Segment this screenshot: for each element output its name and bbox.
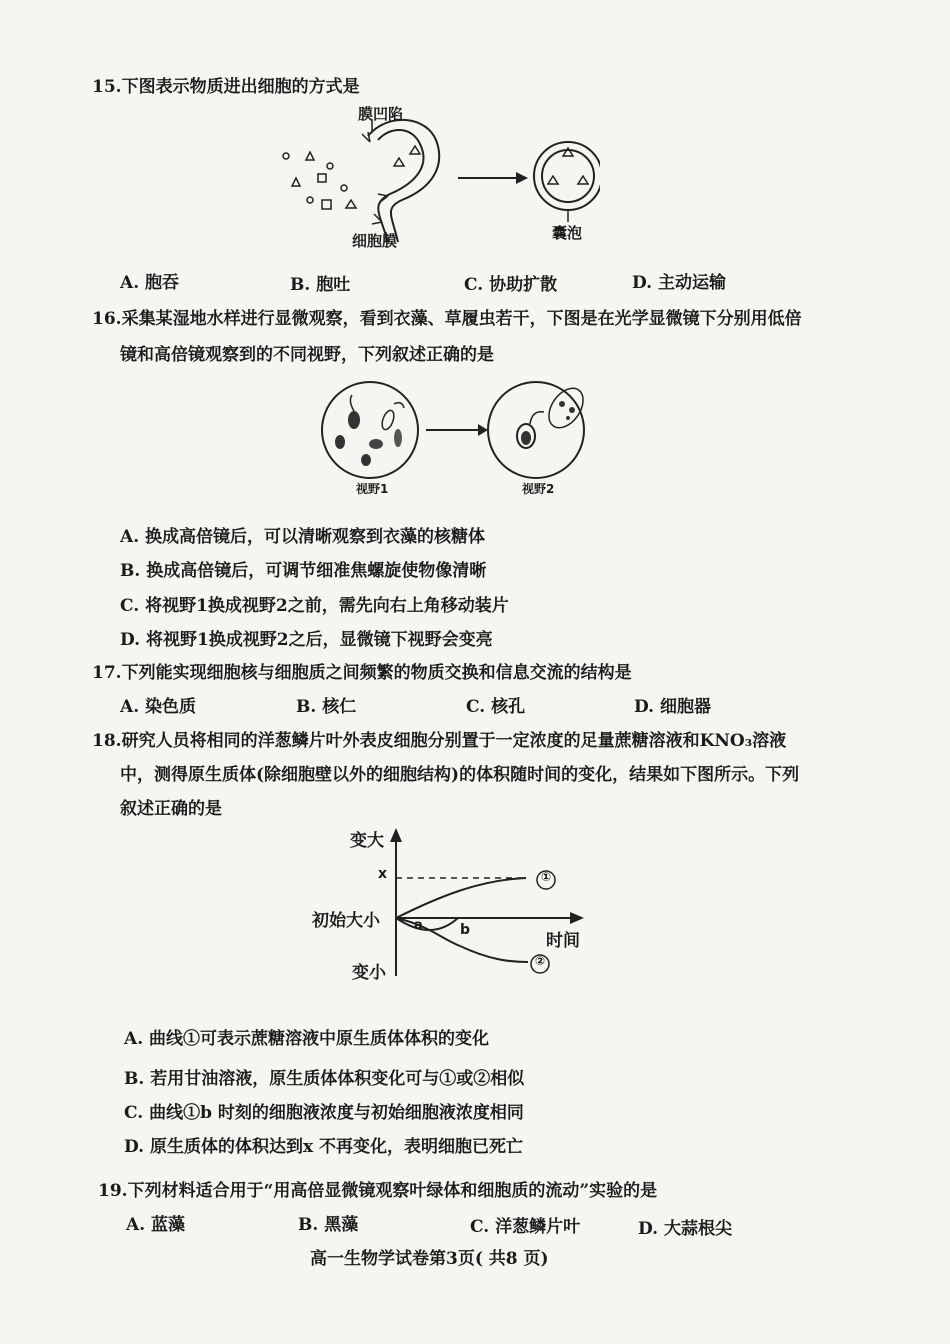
- q18-stem-line1: 18.研究人员将相同的洋葱鳞片叶外表皮细胞分别置于一定浓度的足量蔗糖溶液和KNO₃溶液: [92, 731, 787, 751]
- label-pit: 膜凹陷: [358, 105, 404, 123]
- q19-stem: 19.下列材料适合用于“用高倍显微镜观察叶绿体和细胞质的流动”实验的是: [98, 1181, 658, 1201]
- q16-option-d[interactable]: D. 将视野1换成视野2之后，显微镜下视野会变亮: [120, 630, 493, 650]
- graph-x-label: 时间: [546, 931, 580, 951]
- q18-option-d[interactable]: D. 原生质体的体积达到x 不再变化，表明细胞已死亡: [124, 1137, 524, 1157]
- q19-option-c[interactable]: C. 洋葱鳞片叶: [470, 1217, 581, 1237]
- label-cell-membrane: 细胞膜: [352, 232, 398, 250]
- q18-option-c[interactable]: C. 曲线①b 时刻的细胞液浓度与初始细胞液浓度相同: [124, 1103, 524, 1123]
- q15-option-c[interactable]: C. 协助扩散: [464, 275, 558, 295]
- q19-option-b[interactable]: B. 黑藻: [298, 1215, 359, 1235]
- q16-stem-line1: 16.采集某湿地水样进行显微观察，看到衣藻、草履虫若干，下图是在光学显微镜下分别用低倍: [92, 309, 802, 329]
- label-view2: 视野2: [522, 482, 555, 496]
- q17-option-d[interactable]: D. 细胞器: [634, 697, 711, 717]
- q18-option-b[interactable]: B. 若用甘油溶液，原生质体体积变化可与①或②相似: [124, 1069, 525, 1089]
- q17-option-c[interactable]: C. 核孔: [466, 697, 526, 717]
- q16-option-a[interactable]: A. 换成高倍镜后，可以清晰观察到衣藻的核糖体: [120, 527, 486, 547]
- graph-curve2-label: ②: [535, 954, 546, 968]
- q17-stem: 17.下列能实现细胞核与细胞质之间频繁的物质交换和信息交流的结构是: [92, 663, 632, 683]
- graph-point-a: a: [414, 918, 423, 933]
- q18-option-a[interactable]: A. 曲线①可表示蔗糖溶液中原生质体体积的变化: [124, 1029, 490, 1049]
- q15-option-a[interactable]: A. 胞吞: [120, 273, 180, 293]
- q16-stem-line2: 镜和高倍镜观察到的不同视野，下列叙述正确的是: [120, 345, 494, 365]
- q15-option-d[interactable]: D. 主动运输: [632, 273, 726, 293]
- q19-option-a[interactable]: A. 蓝藻: [126, 1215, 186, 1235]
- graph-y-bottom-label: 变小: [352, 963, 386, 983]
- label-vesicle: 囊泡: [552, 224, 583, 242]
- graph-point-b: b: [460, 922, 471, 938]
- q15-stem: 15.下图表示物质进出细胞的方式是: [92, 77, 360, 97]
- graph-y-top-label: 变大: [350, 831, 384, 851]
- q17-option-a[interactable]: A. 染色质: [120, 697, 197, 717]
- q17-option-b[interactable]: B. 核仁: [296, 697, 357, 717]
- graph-curve1-label: ①: [541, 870, 552, 884]
- page-footer: 高一生物学试卷第3页( 共8 页): [310, 1249, 549, 1269]
- label-view1: 视野1: [356, 482, 389, 496]
- q18-stem-line2: 中，测得原生质体(除细胞壁以外的细胞结构)的体积随时间的变化，结果如下图所示。下列: [120, 765, 800, 785]
- q15-endocytosis-figure: [270, 104, 600, 250]
- graph-initial-label: 初始大小: [312, 911, 380, 931]
- q19-option-d[interactable]: D. 大蒜根尖: [638, 1219, 732, 1239]
- q16-option-b[interactable]: B. 换成高倍镜后，可调节细准焦螺旋使物像清晰: [120, 561, 487, 581]
- q16-microscope-figure: [318, 380, 618, 495]
- q16-option-c[interactable]: C. 将视野1换成视野2之前，需先向右上角移动装片: [120, 596, 509, 616]
- q18-stem-line3: 叙述正确的是: [120, 799, 222, 819]
- graph-x-mark: x: [378, 866, 388, 882]
- q15-option-b[interactable]: B. 胞吐: [290, 275, 351, 295]
